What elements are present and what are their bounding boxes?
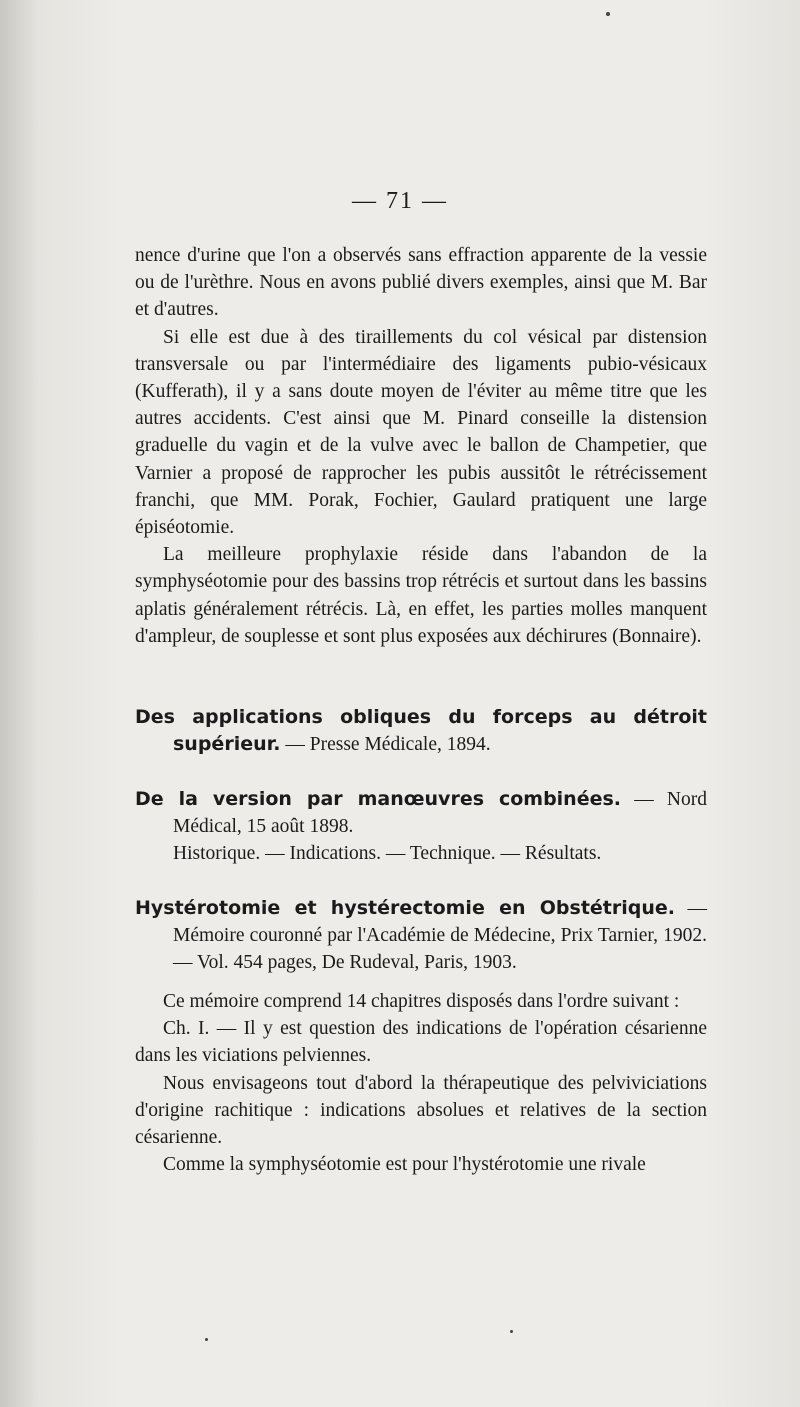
ink-spot — [606, 12, 610, 16]
chapter-text — [135, 988, 707, 1178]
entry-citation: — Mémoire couronné par l'Académie de Médecine, Prix Tarnier, 1902. — Vol. 454 pages, De Rudeval, Paris, 1903. — [173, 898, 707, 974]
ink-spot — [510, 1330, 513, 1333]
paragraph-continued: nence d'urine que l'on a observés sans effraction apparente de la vessie ou de l'urèthre. Nous en avons publié divers exemples, ainsi que M. Bar et d'autres. — [135, 245, 707, 321]
ink-spot — [205, 1338, 208, 1341]
page-number: — 71 — — [352, 188, 448, 214]
entry-title: Hystérotomie et hystérectomie en Obstétrique. — [135, 897, 675, 919]
paragraph: Ch. I. — Il y est question des indications de l'opération césarienne dans les viciations pelviennes. — [135, 1018, 707, 1067]
bibliography-entry — [135, 704, 707, 758]
bibliography-entry — [135, 786, 707, 868]
paragraph: Ce mémoire comprend 14 chapitres disposés dans l'ordre suivant : — [163, 991, 680, 1012]
entry-subtitle: Historique. — Indications. — Technique. — Résultats. — [173, 843, 602, 865]
entry-citation: — Presse Médicale, 1894. — [285, 734, 491, 756]
paragraph: Nous envisageons tout d'abord la thérapeutique des pelviviciations d'origine rachitique : indications absolues et relatives de la section césarienne. — [135, 1072, 707, 1149]
entry-title: De la version par manœuvres combinées. — [135, 788, 622, 810]
paragraph: Comme la symphyséotomie est pour l'hystérotomie une rivale — [163, 1154, 646, 1176]
entry-citation: — Nord Médical, 15 août 1898. — [173, 789, 707, 838]
paragraph: La meilleure prophylaxie réside dans l'abandon de la symphyséotomie pour des bassins trop rétrécis et surtout dans les bassins aplatis généralement rétrécis. Là, en effet, les parties molles manquent d'ampleur, de souplesse et sont plus exposées aux déchirures (Bonnaire). — [135, 544, 707, 647]
paragraph: Si elle est due à des tiraillements du col vésical par distension transversale ou par l'intermédiaire des ligaments pubio-vésicaux (Kufferath), il y a sans doute moyen de l'éviter au même titre que les autres accidents. C'est ainsi que M. Pinard conseille la distension graduelle du vagin et de la vulve avec le ballon de Champetier, que Varnier a proposé de rapprocher les pubis aussitôt le rétrécissement franchi, que MM. Porak, Fochier, Gaulard pratiquent une large épiséotomie. — [135, 326, 707, 539]
intro-text — [135, 242, 707, 650]
bibliography-entry — [135, 895, 707, 977]
entry-title: Des applications obliques du forceps au détroit supérieur. — [135, 706, 707, 756]
